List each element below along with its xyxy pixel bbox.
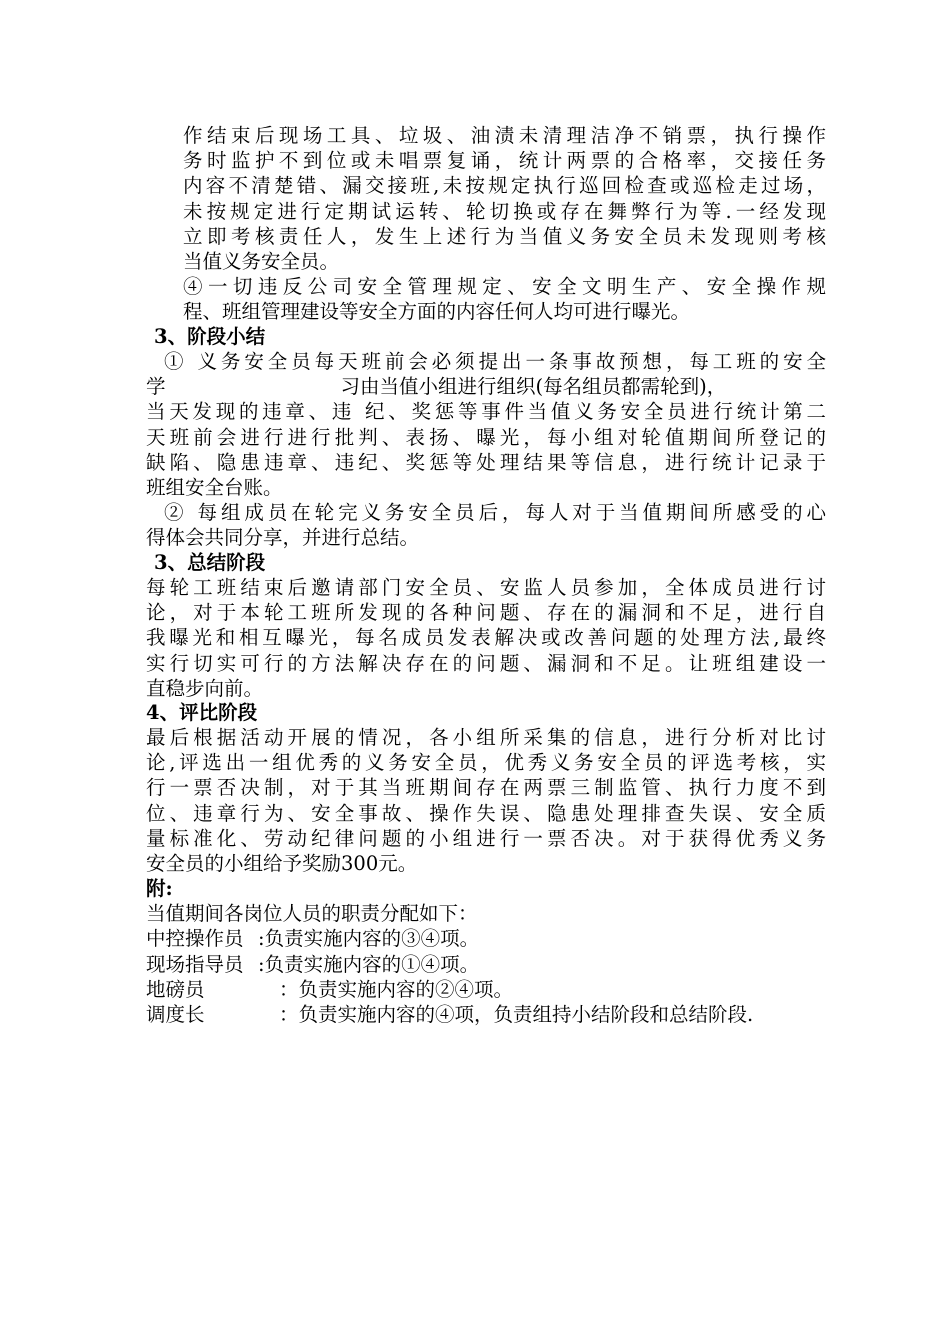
evaluation-paragraph <box>146 725 826 876</box>
text-line: 内容不清楚错、漏交接班,未按规定执行巡回检查或巡检走过场， <box>183 174 826 198</box>
text-line: 位、违章行为、安全事故、操作失误、隐患处理排查失误、安全质 <box>146 801 826 825</box>
text-fragment: 学 <box>146 375 166 399</box>
duty-line <box>146 1002 826 1027</box>
section-heading: 4、评比阶段 <box>146 701 258 724</box>
text-line: 我曝光和相互曝光，每名成员发表解决或改善问题的处理方法,最终 <box>146 626 826 650</box>
text-line: 直稳步向前。 <box>146 676 264 700</box>
appendix-intro: 当值期间各岗位人员的职责分配如下： <box>146 902 478 926</box>
section-heading: 3、总结阶段 <box>154 551 266 574</box>
duty-text: ：负责实施内容的②④项。 <box>279 977 514 1001</box>
text-fragment: 习由当值小组进行组织(每名组员都需轮到)， <box>340 375 727 399</box>
text-line: 论,评选出一组优秀的义务安全员，优秀义务安全员的评选考核，实 <box>146 751 826 775</box>
duty-text: :负责实施内容的③④项。 <box>258 927 480 951</box>
text-line: 量标准化、劳动纪律问题的小组进行一票否决。对于获得优秀义务 <box>146 826 826 850</box>
section-evaluation-heading <box>146 700 826 725</box>
duty-role: 现场指导员 <box>146 952 244 976</box>
text-line: 立即考核责任人，发生上述行为当值义务安全员未发现则考核 <box>183 224 826 248</box>
text-line: 最后根据活动开展的情况，各小组所采集的信息，进行分析对比讨 <box>146 726 826 749</box>
rule-item-4 <box>146 274 826 324</box>
continued-paragraph <box>146 123 826 274</box>
text-line: 实行切实可行的方法解决存在的问题、漏洞和不足。让班组建设一 <box>146 651 826 675</box>
duty-role: 地磅员 <box>146 977 205 1001</box>
duty-role: 中控操作员 <box>146 927 244 951</box>
text-line: 天班前会进行进行批判、表扬、曝光，每小组对轮值期间所登记的 <box>146 425 826 449</box>
text-line: 班组安全台账。 <box>146 476 283 500</box>
text-line: 未按规定进行定期试运转、轮切换或存在舞弊行为等.一经发现 <box>183 199 826 223</box>
duty-line <box>146 952 826 977</box>
summary-paragraph <box>146 575 826 701</box>
duty-line <box>146 926 826 951</box>
text-line: 作结束后现场工具、垃圾、油渍未清理洁净不销票，执行操作 <box>183 124 826 147</box>
text-line: 安全员的小组给予奖励300元。 <box>146 852 418 876</box>
text-line: 当值义务安全员。 <box>183 250 340 274</box>
text-line: 当天发现的违章、违 纪、奖惩等事件当值义务安全员进行统计第二 <box>146 400 826 424</box>
text-line: 每轮工班结束后邀请部门安全员、安监人员参加，全体成员进行讨 <box>146 576 826 599</box>
section-summary-heading <box>146 550 826 575</box>
text-line: 行一票否决制，对于其当班期间存在两票三制监管、执行力度不到 <box>146 776 826 800</box>
duty-line <box>146 977 826 1002</box>
text-line: 得体会共同分享，并进行总结。 <box>146 526 420 550</box>
text-line: ① 义务安全员每天班前会必须提出一条事故预想，每工班的安全 <box>164 350 826 373</box>
text-line: ④一切违反公司安全管理规定、安全文明生产、安全操作规 <box>183 275 826 298</box>
text-line: 务时监护不到位或未唱票复诵，统计两票的合格率，交接任务 <box>183 149 826 173</box>
text-line: 程、班组管理建设等安全方面的内容任何人均可进行曝光。 <box>183 300 691 324</box>
section-heading: 3、阶段小结 <box>154 325 266 348</box>
text-line: ② 每组成员在轮完义务安全员后，每人对于当值期间所感受的心 <box>164 501 826 524</box>
duty-role: 调度长 <box>146 1003 205 1027</box>
appendix-heading: 附: <box>146 877 173 900</box>
appendix <box>146 876 826 1027</box>
section-stage-summary-heading <box>146 324 826 349</box>
stage-summary-paragraph-2 <box>146 500 826 550</box>
text-line: 缺陷、隐患违章、违纪、奖惩等处理结果等信息，进行统计记录于 <box>146 450 826 474</box>
duty-text: ：负责实施内容的④项，负责组持小结阶段和总结阶段. <box>279 1003 754 1027</box>
stage-summary-paragraph-1 <box>146 349 826 500</box>
duty-text: :负责实施内容的①④项。 <box>258 952 480 976</box>
text-line <box>146 374 826 399</box>
text-line: 论，对于本轮工班所发现的各种问题、存在的漏洞和不足，进行自 <box>146 601 826 625</box>
